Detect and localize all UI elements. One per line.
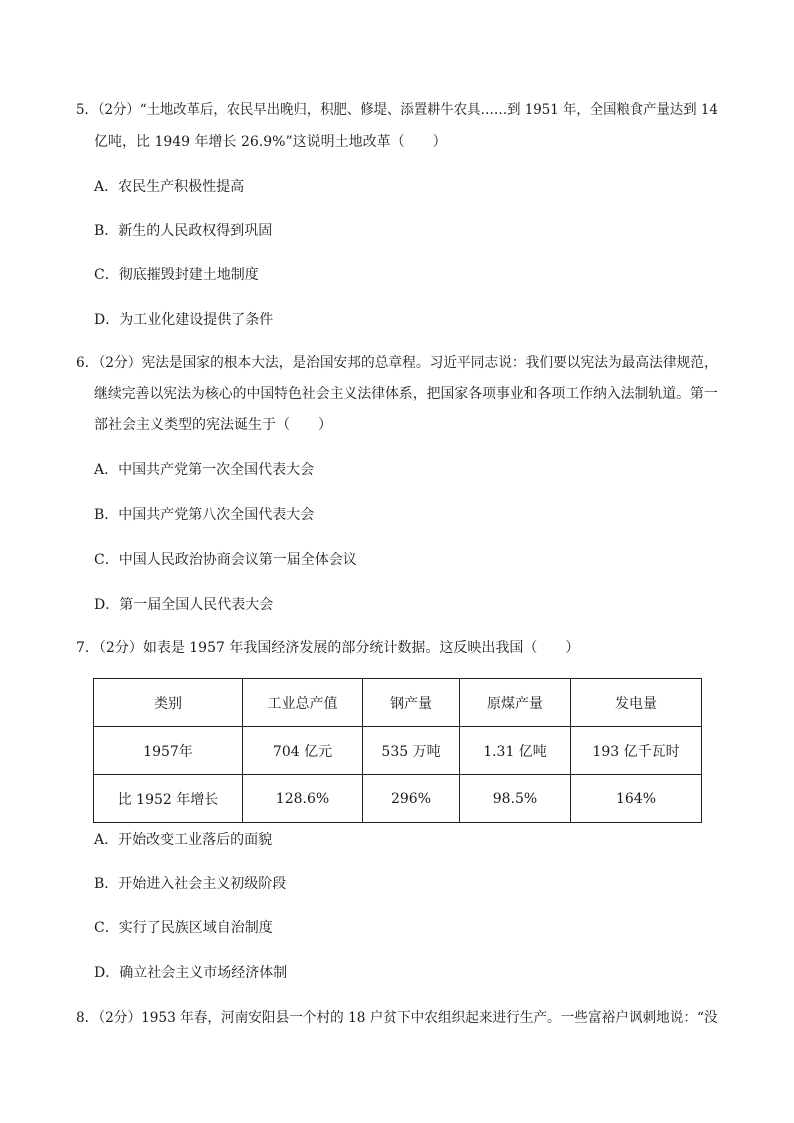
table-cell: 164% — [571, 775, 702, 823]
table-header-cell: 类别 — [94, 679, 243, 727]
question-6-line-1: 6．（2分）宪法是国家的根本大法，是治国安邦的总章程。习近平同志说：我们要以宪法为最高法律规范， — [76, 355, 718, 371]
question-5-option-b[interactable]: B．新生的人民政权得到巩固 — [94, 223, 273, 239]
table-header-row — [94, 679, 702, 727]
table-cell: 128.6% — [243, 775, 363, 823]
question-5-option-a[interactable]: A．农民生产积极性提高 — [94, 179, 245, 195]
table-row — [94, 727, 702, 775]
question-6-line-2: 继续完善以宪法为核心的中国特色社会主义法律体系，把国家各项事业和各项工作纳入法制轨道。第一 — [94, 386, 718, 402]
table-cell: 193 亿千瓦时 — [571, 727, 702, 775]
table-cell: 比 1952 年增长 — [94, 775, 243, 823]
question-7-line-1: 7．（2分）如表是 1957 年我国经济发展的部分统计数据。这反映出我国（ ） — [76, 640, 580, 656]
question-5-option-c[interactable]: C．彻底摧毁封建土地制度 — [94, 267, 259, 283]
table-cell: 704 亿元 — [243, 727, 363, 775]
table-header-cell: 工业总产值 — [243, 679, 363, 727]
table-row — [94, 775, 702, 823]
question-8-line-1: 8．（2分）1953 年春，河南安阳县一个村的 18 户贫下中农组织起来进行生产。一些富裕户讽刺地说：“没 — [76, 1010, 718, 1026]
question-6-option-d[interactable]: D．第一届全国人民代表大会 — [94, 597, 274, 613]
table-header-cell: 钢产量 — [363, 679, 460, 727]
table-cell: 296% — [363, 775, 460, 823]
table-cell: 1957年 — [94, 727, 243, 775]
question-7-option-d[interactable]: D．确立社会主义市场经济体制 — [94, 965, 288, 981]
question-5-option-d[interactable]: D．为工业化建设提供了条件 — [94, 312, 274, 328]
table-cell: 98.5% — [460, 775, 571, 823]
question-7-option-b[interactable]: B．开始进入社会主义初级阶段 — [94, 876, 287, 892]
question-7-option-c[interactable]: C．实行了民族区域自治制度 — [94, 920, 273, 936]
table-cell: 1.31 亿吨 — [460, 727, 571, 775]
question-6-option-c[interactable]: C．中国人民政治协商会议第一届全体会议 — [94, 552, 357, 568]
table-cell: 535 万吨 — [363, 727, 460, 775]
economic-stats-table — [93, 678, 702, 823]
question-5-line-1: 5．（2分）“土地改革后，农民早出晚归，积肥、修堤、添置耕牛农具……到 1951 年，全国粮食产量达到 14 — [76, 102, 718, 118]
question-6-option-b[interactable]: B．中国共产党第八次全国代表大会 — [94, 507, 315, 523]
question-6-line-3: 部社会主义类型的宪法诞生于（ ） — [94, 417, 332, 433]
table-header-cell: 原煤产量 — [460, 679, 571, 727]
question-5-line-2: 亿吨，比 1949 年增长 26.9%”这说明土地改革（ ） — [94, 134, 447, 150]
table-header-cell: 发电量 — [571, 679, 702, 727]
question-7-option-a[interactable]: A．开始改变工业落后的面貌 — [94, 832, 273, 848]
question-6-option-a[interactable]: A．中国共产党第一次全国代表大会 — [94, 462, 315, 478]
